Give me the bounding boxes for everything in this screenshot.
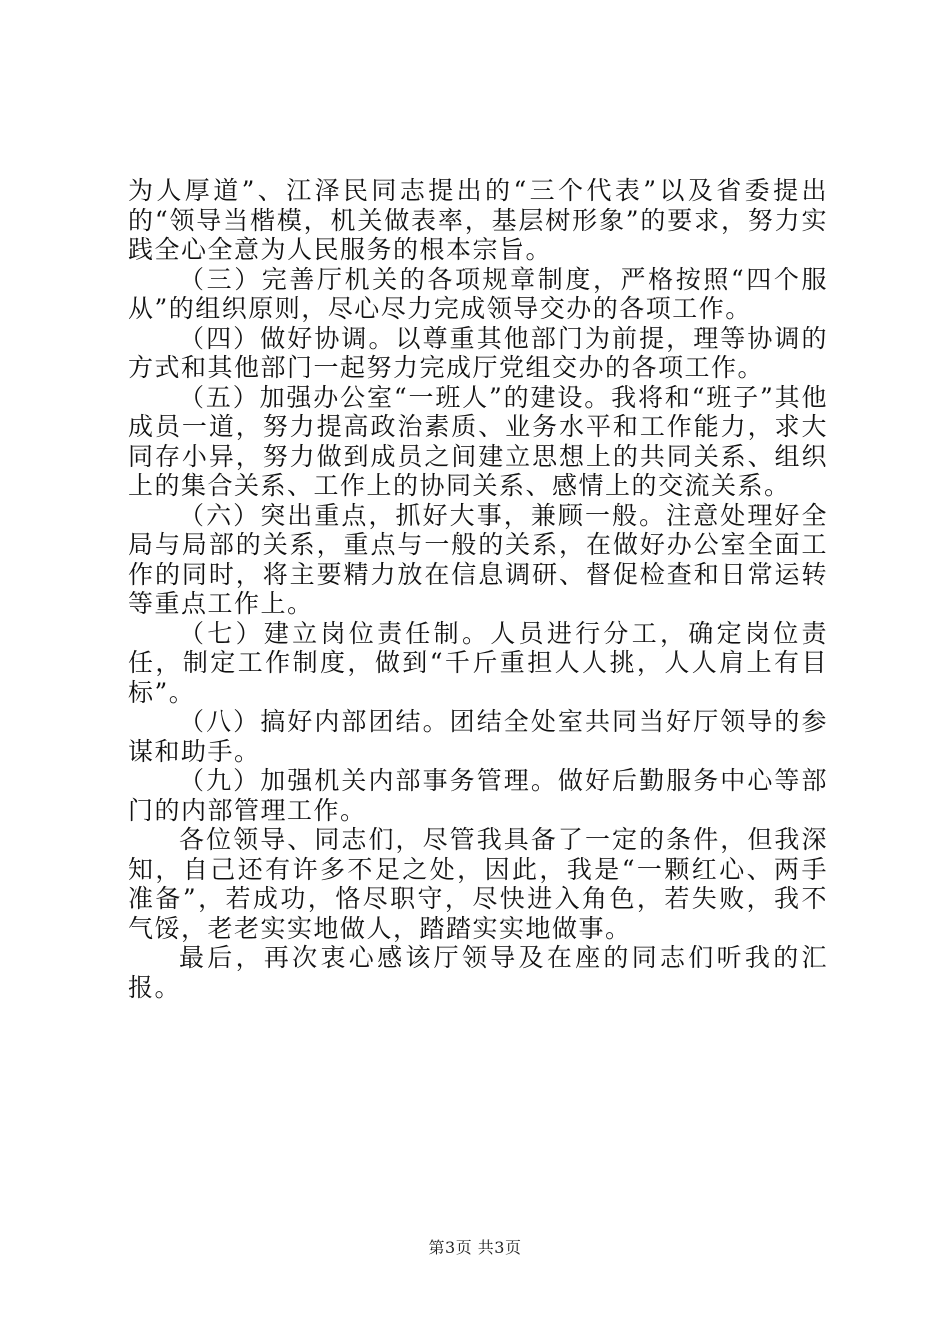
- paragraph-continuation: 为人厚道”、江泽民同志提出的“三个代表”以及省委提出的“领导当楷模，机关做表率，基层树形象”的要求，努力实践全心全意为人民服务的根本宗旨。: [128, 176, 828, 264]
- paragraph-item-5: （五）加强办公室“一班人”的建设。我将和“班子”其他成员一道，努力提高政治素质、业务水平和工作能力，求大同存小异，努力做到成员之间建立思想上的共同关系、组织上的集合关系、工作上的协同关系、感情上的交流关系。: [128, 382, 828, 500]
- paragraph-item-6: （六）突出重点，抓好大事，兼顾一般。注意处理好全局与局部的关系，重点与一般的关系，在做好办公室全面工作的同时，将主要精力放在信息调研、督促检查和日常运转等重点工作上。: [128, 500, 828, 618]
- paragraph-final-thanks: 最后，再次衷心感该厅领导及在座的同志们听我的汇报。: [128, 943, 828, 1002]
- paragraph-item-7: （七）建立岗位责任制。人员进行分工，确定岗位责任，制定工作制度，做到“千斤重担人人挑，人人肩上有目标”。: [128, 618, 828, 707]
- document-body: [128, 176, 828, 1002]
- paragraph-closing: 各位领导、同志们，尽管我具备了一定的条件，但我深知，自己还有许多不足之处，因此，我是“一颗红心、两手准备”，若成功，恪尽职守，尽快进入角色，若失败，我不气馁，老老实实地做人，踏踏实实地做事。: [128, 825, 828, 943]
- paragraph-item-8: （八）搞好内部团结。团结全处室共同当好厅领导的参谋和助手。: [128, 707, 828, 766]
- paragraph-item-9: （九）加强机关内部事务管理。做好后勤服务中心等部门的内部管理工作。: [128, 766, 828, 825]
- page-footer: [0, 1238, 950, 1258]
- paragraph-item-4: （四）做好协调。以尊重其他部门为前提，理等协调的方式和其他部门一起努力完成厅党组交办的各项工作。: [128, 323, 828, 382]
- page-number-label: 第3页 共3页: [428, 1238, 522, 1257]
- paragraph-item-3: （三）完善厅机关的各项规章制度，严格按照“四个服从”的组织原则，尽心尽力完成领导交办的各项工作。: [128, 264, 828, 323]
